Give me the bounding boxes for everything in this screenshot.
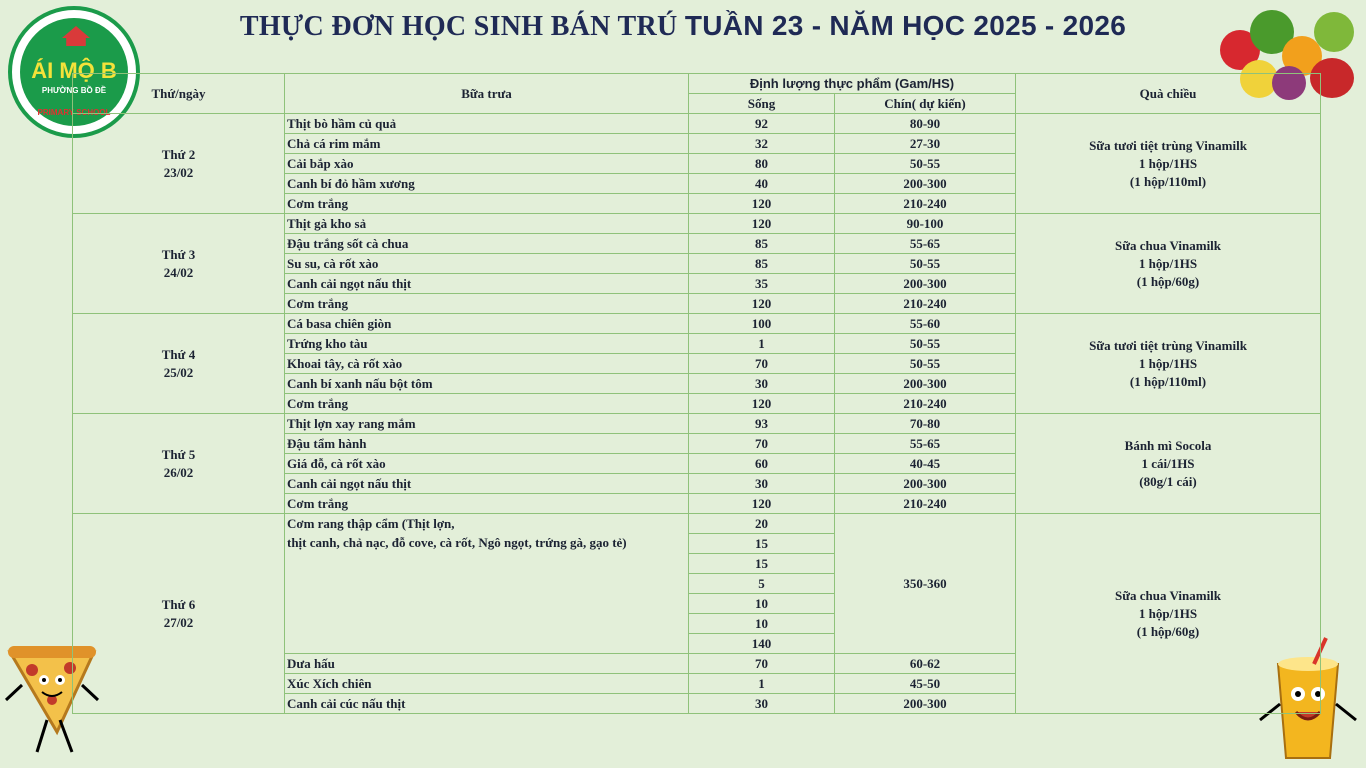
snack-cell — [1016, 214, 1321, 314]
day-name: Thứ 5 — [161, 446, 196, 462]
table-row — [73, 314, 1321, 334]
snack-cell-line: Sữa tươi tiệt trùng Vinamilk — [1089, 337, 1247, 353]
raw-amount: 20 — [689, 514, 835, 534]
raw-amount: 100 — [689, 314, 835, 334]
day-cell — [73, 414, 285, 514]
dish-name: Giá đỗ, cà rốt xào — [285, 454, 689, 474]
dish-name: Canh cải ngọt nấu thịt — [285, 274, 689, 294]
raw-amount: 92 — [689, 114, 835, 134]
dish-name: Canh cải cúc nấu thịt — [285, 694, 689, 714]
dish-name — [285, 514, 689, 654]
cooked-amount: 210-240 — [835, 294, 1016, 314]
raw-amount: 70 — [689, 654, 835, 674]
cooked-amount: 200-300 — [835, 474, 1016, 494]
snack-cell — [1016, 414, 1321, 514]
dish-name: Su su, cà rốt xào — [285, 254, 689, 274]
dish-name: Thịt lợn xay rang mắm — [285, 414, 689, 434]
dish-name: Cơm trắng — [285, 394, 689, 414]
day-name: Thứ 4 — [161, 346, 196, 362]
day-cell — [73, 114, 285, 214]
raw-amount: 10 — [689, 594, 835, 614]
dish-name: Cơm trắng — [285, 494, 689, 514]
dish-name: Thịt bò hầm củ quả — [285, 114, 689, 134]
cooked-amount: 55-65 — [835, 434, 1016, 454]
raw-amount: 85 — [689, 234, 835, 254]
dish-name: Thịt gà kho sả — [285, 214, 689, 234]
cooked-amount: 200-300 — [835, 694, 1016, 714]
cooked-amount: 55-65 — [835, 234, 1016, 254]
header-snack: Quà chiều — [1016, 74, 1321, 114]
raw-amount: 120 — [689, 294, 835, 314]
snack-cell-line: 1 hộp/1HS — [1138, 155, 1198, 171]
dish-name: Cá basa chiên giòn — [285, 314, 689, 334]
raw-amount: 35 — [689, 274, 835, 294]
header-raw: Sống — [689, 94, 835, 114]
dish-name: Cơm trắng — [285, 194, 689, 214]
cooked-amount: 50-55 — [835, 254, 1016, 274]
cooked-amount: 55-60 — [835, 314, 1016, 334]
logo-ward: PHƯỜNG BỒ ĐỀ — [41, 86, 107, 95]
snack-cell-line: 1 hộp/1HS — [1138, 355, 1198, 371]
cooked-amount: 45-50 — [835, 674, 1016, 694]
dish-name-line: Cơm rang thập cẩm (Thịt lợn, — [287, 516, 455, 531]
dish-name: Cơm trắng — [285, 294, 689, 314]
raw-amount: 1 — [689, 674, 835, 694]
day-cell — [73, 314, 285, 414]
snack-cell-line: (1 hộp/60g) — [1136, 623, 1200, 639]
snack-cell-line: (1 hộp/110ml) — [1129, 173, 1207, 189]
dish-name: Canh bí đỏ hầm xương — [285, 174, 689, 194]
raw-amount: 120 — [689, 394, 835, 414]
raw-amount: 30 — [689, 474, 835, 494]
raw-amount: 10 — [689, 614, 835, 634]
raw-amount: 70 — [689, 354, 835, 374]
header-lunch: Bữa trưa — [285, 74, 689, 114]
cooked-amount: 200-300 — [835, 274, 1016, 294]
table-row — [73, 214, 1321, 234]
day-date: 25/02 — [163, 364, 194, 380]
day-date: 23/02 — [163, 164, 194, 180]
raw-amount: 1 — [689, 334, 835, 354]
cooked-amount: 60-62 — [835, 654, 1016, 674]
table-row — [73, 114, 1321, 134]
day-date: 24/02 — [163, 264, 194, 280]
header-cooked: Chín( dự kiến) — [835, 94, 1016, 114]
raw-amount: 40 — [689, 174, 835, 194]
raw-amount: 80 — [689, 154, 835, 174]
raw-amount: 120 — [689, 214, 835, 234]
logo-name: ÁI MỘ B — [31, 58, 117, 83]
raw-amount: 30 — [689, 694, 835, 714]
dish-name: Canh bí xanh nấu bột tôm — [285, 374, 689, 394]
snack-cell-line: Sữa chua Vinamilk — [1114, 587, 1222, 603]
raw-amount: 15 — [689, 534, 835, 554]
cooked-amount: 350-360 — [835, 514, 1016, 654]
snack-cell-line: (1 hộp/60g) — [1136, 273, 1200, 289]
cooked-amount: 210-240 — [835, 194, 1016, 214]
day-cell — [73, 214, 285, 314]
raw-amount: 15 — [689, 554, 835, 574]
page-title — [0, 10, 1366, 43]
cooked-amount: 210-240 — [835, 394, 1016, 414]
cooked-amount: 200-300 — [835, 374, 1016, 394]
dish-name: Đậu trắng sốt cà chua — [285, 234, 689, 254]
day-name: Thứ 6 — [161, 596, 196, 612]
dish-name: Canh cải ngọt nấu thịt — [285, 474, 689, 494]
raw-amount: 70 — [689, 434, 835, 454]
raw-amount: 93 — [689, 414, 835, 434]
raw-amount: 120 — [689, 194, 835, 214]
cooked-amount: 200-300 — [835, 174, 1016, 194]
snack-cell-line: Sữa chua Vinamilk — [1114, 237, 1222, 253]
header-day: Thứ/ngày — [73, 74, 285, 114]
snack-cell-line: Sữa tươi tiệt trùng Vinamilk — [1089, 137, 1247, 153]
raw-amount: 85 — [689, 254, 835, 274]
day-name: Thứ 3 — [161, 246, 196, 262]
table-row — [73, 514, 1321, 534]
cooked-amount: 80-90 — [835, 114, 1016, 134]
day-date: 26/02 — [163, 464, 194, 480]
table-row — [73, 414, 1321, 434]
cooked-amount: 210-240 — [835, 494, 1016, 514]
day-name: Thứ 2 — [161, 146, 196, 162]
cooked-amount: 27-30 — [835, 134, 1016, 154]
title-part2: TUẦN 23 - NĂM HỌC 2025 - 2026 — [684, 10, 1127, 41]
snack-cell — [1016, 514, 1321, 714]
menu-table — [72, 73, 1321, 714]
dish-name: Trứng kho tàu — [285, 334, 689, 354]
snack-cell-line: (1 hộp/110ml) — [1129, 373, 1207, 389]
snack-cell-line: Bánh mì Socola — [1124, 437, 1212, 453]
cooked-amount: 90-100 — [835, 214, 1016, 234]
raw-amount: 120 — [689, 494, 835, 514]
snack-cell-line: 1 hộp/1HS — [1138, 605, 1198, 621]
snack-cell — [1016, 314, 1321, 414]
raw-amount: 32 — [689, 134, 835, 154]
raw-amount: 60 — [689, 454, 835, 474]
cooked-amount: 50-55 — [835, 154, 1016, 174]
cooked-amount: 70-80 — [835, 414, 1016, 434]
dish-name: Dưa hấu — [285, 654, 689, 674]
day-cell — [73, 514, 285, 714]
dish-name: Chả cá rim mắm — [285, 134, 689, 154]
cooked-amount: 50-55 — [835, 354, 1016, 374]
logo-school: PRIMARY SCHOOL — [37, 108, 111, 117]
snack-cell — [1016, 114, 1321, 214]
dish-name: Đậu tẩm hành — [285, 434, 689, 454]
dish-name-line: thịt canh, chả nạc, đỗ cove, cà rốt, Ngô ngọt, trứng gà, gạo tẻ) — [287, 535, 627, 550]
snack-cell-line: 1 cái/1HS — [1141, 455, 1195, 471]
dish-name: Cải bắp xào — [285, 154, 689, 174]
snack-cell-line: 1 hộp/1HS — [1138, 255, 1198, 271]
dish-name: Xúc Xích chiên — [285, 674, 689, 694]
header-quantity: Định lượng thực phẩm (Gam/HS) — [689, 74, 1016, 94]
cooked-amount: 40-45 — [835, 454, 1016, 474]
raw-amount: 5 — [689, 574, 835, 594]
day-date: 27/02 — [163, 614, 194, 630]
cooked-amount: 50-55 — [835, 334, 1016, 354]
snack-cell-line: (80g/1 cái) — [1139, 473, 1197, 489]
dish-name: Khoai tây, cà rốt xào — [285, 354, 689, 374]
raw-amount: 30 — [689, 374, 835, 394]
title-part1: THỰC ĐƠN HỌC SINH BÁN TRÚ — [239, 11, 678, 42]
raw-amount: 140 — [689, 634, 835, 654]
